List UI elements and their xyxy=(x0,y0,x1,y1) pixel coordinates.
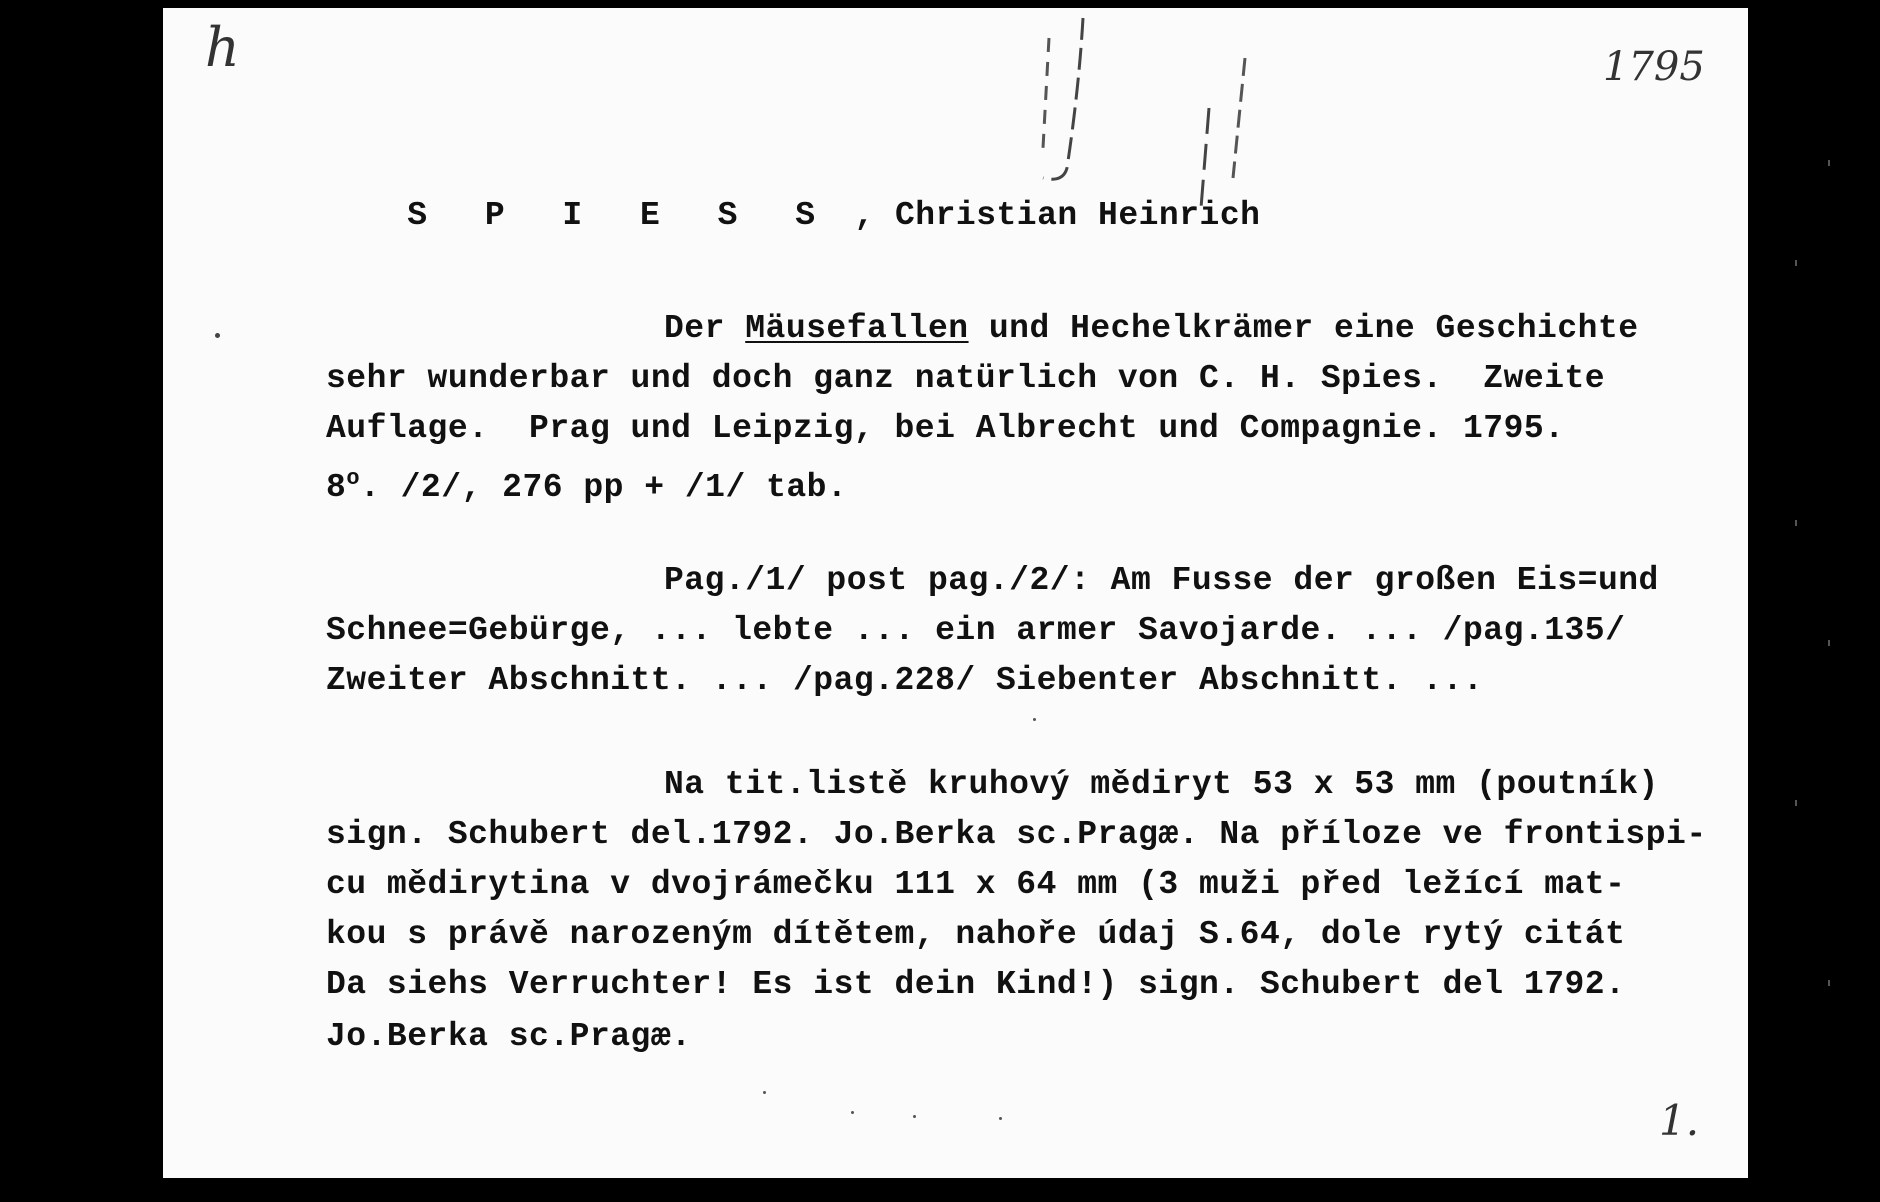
title-line-3: Auflage. Prag und Leipzig, bei Albrecht und Compagnie. 1795. xyxy=(326,410,1565,447)
incipit-line-3: Zweiter Abschnitt. ... /pag.228/ Siebenter Abschnitt. ... xyxy=(326,662,1484,699)
title-line-2: sehr wunderbar und doch ganz natürlich von C. H. Spies. Zweite xyxy=(326,360,1606,397)
handwritten-mark: h xyxy=(205,16,240,79)
format-number: 8 xyxy=(326,469,347,506)
title-line-1 xyxy=(664,309,1639,349)
scan-speck xyxy=(851,1111,854,1114)
scan-speck xyxy=(999,1117,1002,1120)
handwritten-page-number: 1. xyxy=(1659,1096,1700,1145)
margin-dot xyxy=(215,333,220,338)
title-line-1-suffix: und Hechelkrämer eine Geschichte xyxy=(968,310,1639,347)
author-surname: S P I E S S xyxy=(407,197,835,234)
author-forename: Christian Heinrich xyxy=(894,197,1261,234)
scan-speck xyxy=(763,1091,766,1094)
incipit-line-2: Schnee=Gebürge, ... lebte ... ein armer Savojarde. ... /pag.135/ xyxy=(326,612,1626,649)
format-rest: . /2/, 276 pp + /1/ tab. xyxy=(360,469,848,506)
handwritten-year: 1795 xyxy=(1603,44,1705,90)
title-underlined-word: Mäusefallen xyxy=(745,310,969,347)
border-speck xyxy=(1795,520,1797,526)
border-speck xyxy=(1795,800,1797,806)
illustration-line-2: sign. Schubert del.1792. Jo.Berka sc.Pragæ. Na příloze ve frontispi- xyxy=(326,816,1707,853)
border-speck xyxy=(1795,260,1797,266)
border-speck xyxy=(1828,980,1830,986)
author-heading xyxy=(326,156,1260,276)
illustration-line-5: Da siehs Verruchter! Es ist dein Kind!) sign. Schubert del 1792. xyxy=(326,966,1626,1003)
illustration-line-4: kou s právě narozeným dítětem, nahoře údaj S.64, dole rytý citát xyxy=(326,916,1626,953)
author-separator: , xyxy=(834,197,895,234)
format-superscript: o xyxy=(346,466,361,491)
incipit-line-1: Pag./1/ post pag./2/: Am Fusse der großen Eis=und xyxy=(664,562,1659,599)
title-line-1-prefix: Der xyxy=(664,310,746,347)
illustration-line-1: Na tit.listě kruhový mědiryt 53 x 53 mm (poutník) xyxy=(664,766,1659,803)
border-speck xyxy=(1828,160,1830,166)
border-speck xyxy=(1828,640,1830,646)
illustration-line-3: cu mědirytina v dvojrámečku 111 x 64 mm (3 muži před ležící mat- xyxy=(326,866,1626,903)
scan-speck xyxy=(913,1115,916,1118)
title-line-4 xyxy=(326,459,847,508)
catalog-card xyxy=(163,8,1748,1178)
illustration-line-6: Jo.Berka sc.Pragæ. xyxy=(326,1018,692,1055)
scan-speck xyxy=(1033,718,1036,721)
